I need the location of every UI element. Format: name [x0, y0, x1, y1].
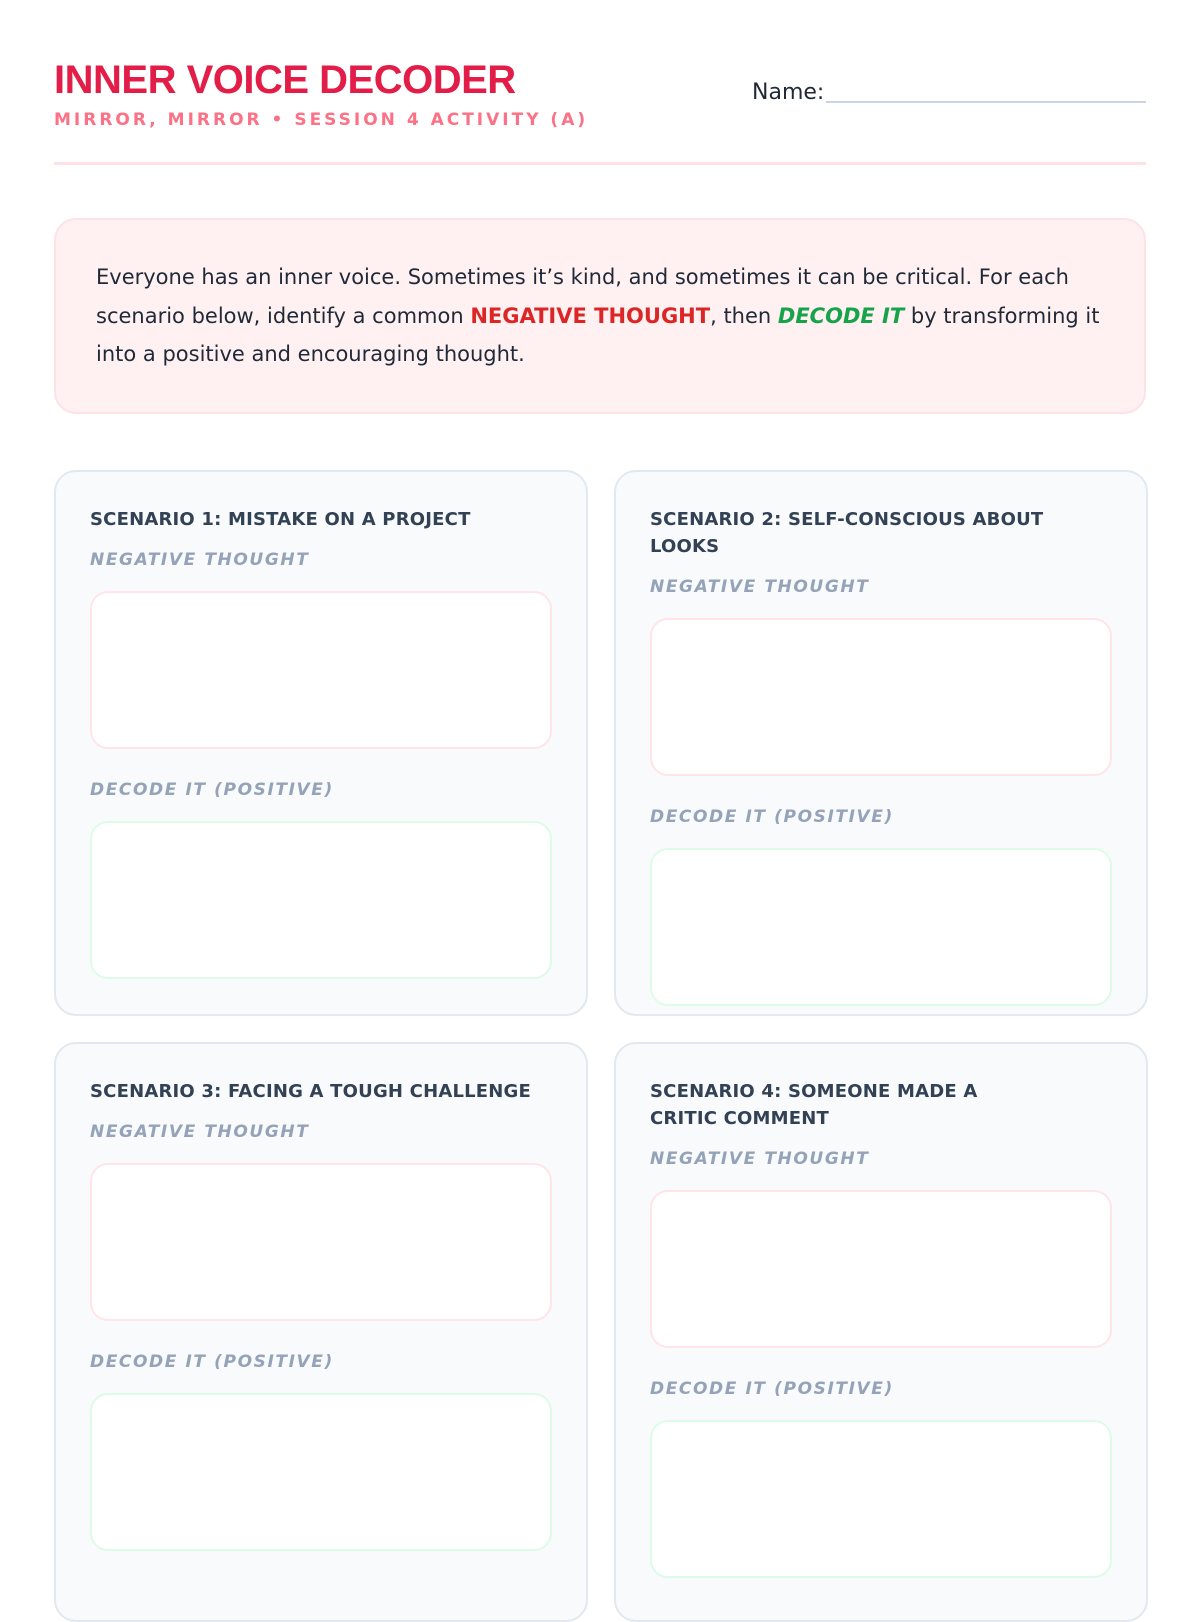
name-input-line[interactable]	[826, 101, 1146, 103]
scenario-card-2	[614, 470, 1148, 1016]
intro-text-middle: , then	[710, 303, 778, 328]
negative-thought-input[interactable]	[650, 618, 1112, 776]
scenario-card-1	[54, 470, 588, 1016]
decode-it-label: DECODE IT (POSITIVE)	[90, 1352, 334, 1372]
worksheet-header	[54, 56, 1146, 165]
negative-thought-label: NEGATIVE THOUGHT	[90, 1122, 310, 1142]
negative-thought-input[interactable]	[650, 1190, 1112, 1348]
scenario-title: SCENARIO 4: SOMEONE MADE A CRITIC COMMENT	[650, 1081, 978, 1129]
decode-it-input[interactable]	[90, 1393, 552, 1551]
decode-it-label: DECODE IT (POSITIVE)	[650, 807, 894, 827]
intro-box	[54, 218, 1146, 414]
intro-positive-highlight: DECODE IT	[777, 303, 905, 328]
scenario-title: SCENARIO 2: SELF-CONSCIOUS ABOUT LOOKS	[650, 509, 1044, 557]
intro-negative-highlight: NEGATIVE THOUGHT	[470, 303, 711, 328]
worksheet-page	[54, 0, 1146, 1600]
intro-text-before: Everyone has an inner voice. Sometimes it’s kind, and sometimes it can be critical. For each scenario below, identify a common	[96, 265, 1069, 328]
scenario-title: SCENARIO 1: MISTAKE ON A PROJECT	[90, 509, 471, 530]
negative-thought-input[interactable]	[90, 1163, 552, 1321]
name-label: Name:	[752, 80, 825, 105]
scenario-title: SCENARIO 3: FACING A TOUGH CHALLENGE	[90, 1081, 532, 1102]
intro-text-after: by transforming it into a positive and encouraging thought.	[96, 303, 1100, 366]
scenario-card-3	[54, 1042, 588, 1622]
page-subtitle: MIRROR, MIRROR • SESSION 4 ACTIVITY (A)	[54, 110, 589, 130]
name-field[interactable]	[752, 80, 1146, 106]
negative-thought-label: NEGATIVE THOUGHT	[650, 1149, 870, 1169]
decode-it-label: DECODE IT (POSITIVE)	[650, 1379, 894, 1399]
decode-it-input[interactable]	[90, 821, 552, 979]
decode-it-input[interactable]	[650, 1420, 1112, 1578]
page-title: INNER VOICE DECODER	[54, 58, 516, 102]
negative-thought-label: NEGATIVE THOUGHT	[90, 550, 310, 570]
negative-thought-input[interactable]	[90, 591, 552, 749]
negative-thought-label: NEGATIVE THOUGHT	[650, 577, 870, 597]
decode-it-input[interactable]	[650, 848, 1112, 1006]
intro-text	[96, 258, 1104, 374]
decode-it-label: DECODE IT (POSITIVE)	[90, 780, 334, 800]
scenario-card-4	[614, 1042, 1148, 1622]
